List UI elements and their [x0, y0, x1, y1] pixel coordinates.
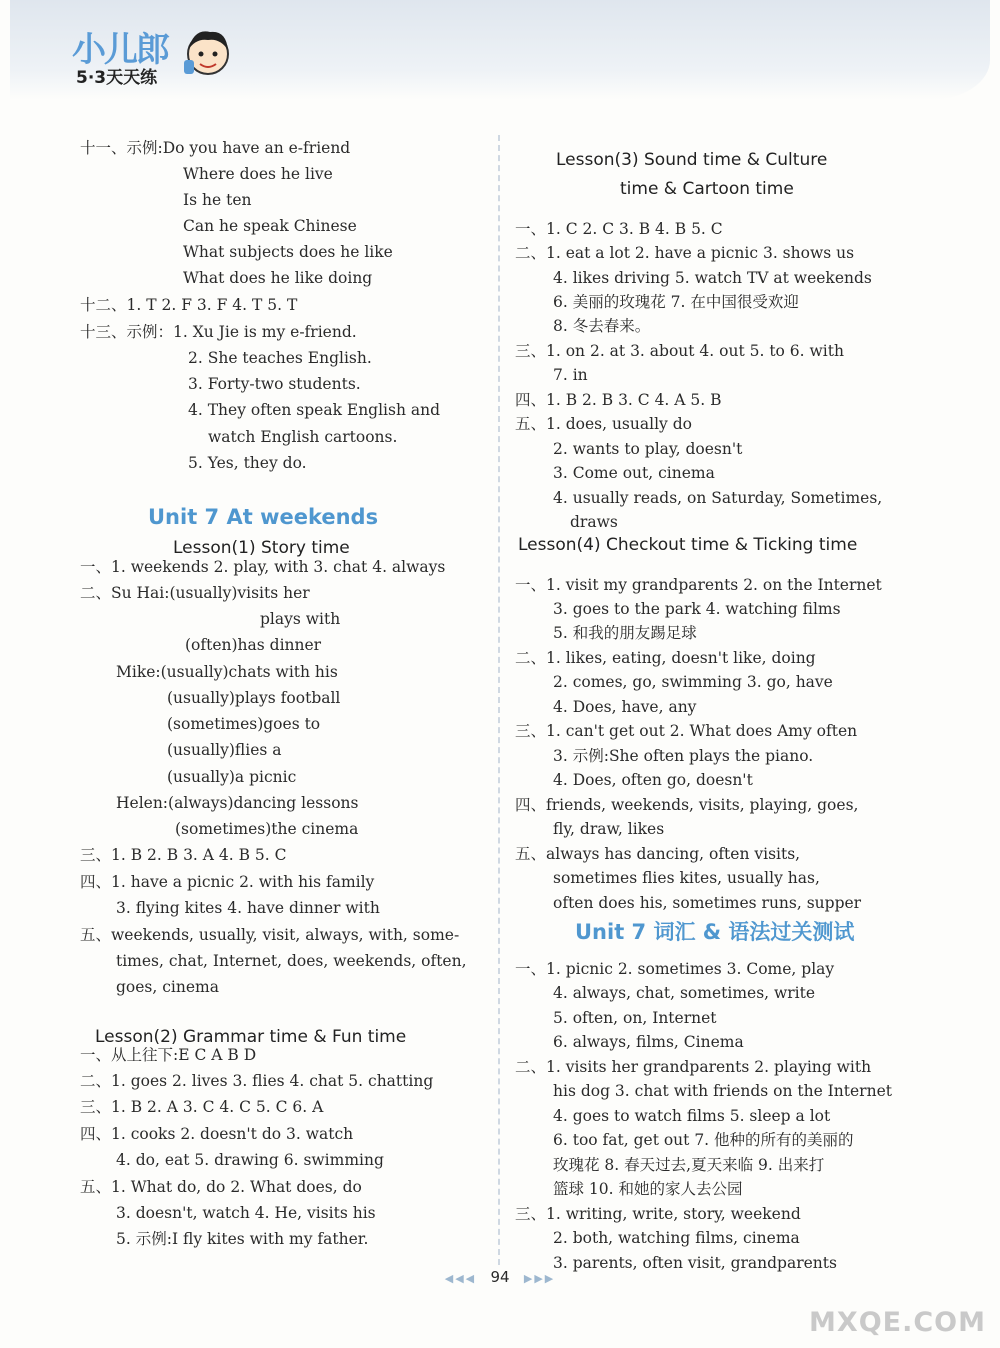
brand-subtitle: 5·3天天练 — [76, 68, 158, 88]
answer-line: (sometimes)the cinema — [175, 820, 359, 838]
answer-line: What subjects does he like — [183, 243, 393, 261]
answer-line: 4. likes driving 5. watch TV at weekends — [553, 269, 872, 287]
answer-line: (usually)plays football — [167, 689, 341, 707]
answer-line: 玫瑰花 8. 春天过去,夏天来临 9. 出来打 — [553, 1156, 825, 1174]
answer-line: 十一、示例:Do you have an e-friend — [80, 139, 351, 157]
lesson-heading: Lesson(4) Checkout time & Ticking time — [518, 535, 858, 555]
answer-line: 二、1. eat a lot 2. have a picnic 3. shows us — [515, 244, 855, 262]
answer-line: 一、1. weekends 2. play, with 3. chat 4. always — [80, 558, 446, 576]
page-footer — [0, 1268, 1000, 1286]
answer-line: 一、1. C 2. C 3. B 4. B 5. C — [515, 220, 723, 238]
answer-line: 3. flying kites 4. have dinner with — [116, 899, 380, 917]
answer-line: 5. 示例:I fly kites with my father. — [116, 1230, 369, 1248]
answer-line: 五、weekends, usually, visit, always, with, some- — [80, 926, 460, 944]
answer-line: 4. goes to watch films 5. sleep a lot — [553, 1107, 831, 1125]
lesson-heading: Lesson(1) Story time — [173, 538, 350, 558]
answer-line: Can he speak Chinese — [183, 217, 357, 235]
answer-line: 二、1. likes, eating, doesn't like, doing — [515, 649, 816, 667]
answer-line: Is he ten — [183, 191, 252, 209]
answer-line: (usually)flies a — [167, 741, 282, 759]
answer-line: 五、1. What do, do 2. What does, do — [80, 1178, 362, 1196]
answer-line: Where does he live — [183, 165, 333, 183]
answer-line: 6. always, films, Cinema — [553, 1033, 744, 1051]
answer-line: 6. 美丽的玫瑰花 7. 在中国很受欢迎 — [553, 293, 799, 311]
answer-line: 五、always has dancing, often visits, — [515, 845, 801, 863]
answer-line: 四、1. cooks 2. doesn't do 3. watch — [80, 1125, 354, 1143]
answer-line: 二、1. visits her grandparents 2. playing with — [515, 1058, 872, 1076]
answer-line: 二、Su Hai:(usually)visits her — [80, 584, 310, 602]
next-arrows-icon: ▶▶▶ — [523, 1272, 556, 1285]
answer-line: 四、1. have a picnic 2. with his family — [80, 873, 375, 891]
answer-line: Mike:(usually)chats with his — [116, 663, 338, 681]
answer-line: 一、1. picnic 2. sometimes 3. Come, play — [515, 960, 835, 978]
answer-line: 三、1. B 2. B 3. A 4. B 5. C — [80, 846, 287, 864]
answer-line: fly, draw, likes — [553, 820, 665, 838]
answer-line: Helen:(always)dancing lessons — [116, 794, 359, 812]
answer-line: his dog 3. chat with friends on the Internet — [553, 1082, 892, 1100]
answer-line: goes, cinema — [116, 978, 219, 996]
answer-line: 4. They often speak English and — [188, 401, 441, 419]
answer-line: 5. 和我的朋友踢足球 — [553, 624, 697, 642]
answer-line: What does he like doing — [183, 269, 373, 287]
watermark: MXQE.COM — [809, 1307, 986, 1338]
answer-line: draws — [570, 513, 618, 531]
answer-line: 十三、示例：1. Xu Jie is my e-friend. — [80, 323, 357, 341]
answer-line: 2. comes, go, swimming 3. go, have — [553, 673, 833, 691]
answer-line: 十二、1. T 2. F 3. F 4. T 5. T — [80, 296, 298, 314]
brand-logo: 小儿郎 — [72, 30, 168, 70]
answer-line: 2. wants to play, doesn't — [553, 440, 743, 458]
answer-line: watch English cartoons. — [208, 428, 398, 446]
lesson-heading: Lesson(2) Grammar time & Fun time — [95, 1027, 407, 1047]
answer-line: 7. in — [553, 366, 588, 384]
lesson-heading: time & Cartoon time — [620, 179, 794, 199]
answer-line: (often)has dinner — [185, 636, 322, 654]
answer-line: sometimes flies kites, usually has, — [553, 869, 820, 887]
answer-line: 3. doesn't, watch 4. He, visits his — [116, 1204, 376, 1222]
answer-line: 篮球 10. 和她的家人去公园 — [553, 1180, 743, 1198]
answer-line: 三、1. writing, write, story, weekend — [515, 1205, 801, 1223]
answer-line: 一、1. visit my grandparents 2. on the Internet — [515, 576, 882, 594]
answer-line: 4. Does, have, any — [553, 698, 697, 716]
answer-line: (sometimes)goes to — [167, 715, 321, 733]
answer-line: 三、1. can't get out 2. What does Amy often — [515, 722, 858, 740]
unit-title: Unit 7 At weekends — [148, 505, 379, 529]
page-header — [10, 0, 990, 100]
page-number: 94 — [490, 1268, 510, 1286]
answer-line: 二、1. goes 2. lives 3. flies 4. chat 5. chatting — [80, 1072, 434, 1090]
boy-mascot-icon — [180, 24, 236, 84]
answer-line: often does his, sometimes runs, supper — [553, 894, 862, 912]
answer-line: 三、1. on 2. at 3. about 4. out 5. to 6. with — [515, 342, 844, 360]
answer-line: 3. Forty-two students. — [188, 375, 361, 393]
answer-line: 5. Yes, they do. — [188, 454, 307, 472]
answer-line: 3. parents, often visit, grandparents — [553, 1254, 837, 1272]
unit-title: Unit 7 词汇 & 语法过关测试 — [575, 920, 855, 944]
answer-line: 4. usually reads, on Saturday, Sometimes, — [553, 489, 883, 507]
answer-line: 8. 冬去春来。 — [553, 317, 651, 335]
answer-line: 四、friends, weekends, visits, playing, goes, — [515, 796, 859, 814]
answer-line: 四、1. B 2. B 3. C 4. A 5. B — [515, 391, 722, 409]
answer-line: 五、1. does, usually do — [515, 415, 692, 433]
answer-line: plays with — [260, 610, 341, 628]
answer-line: 6. too fat, get out 7. 他种的所有的美丽的 — [553, 1131, 854, 1149]
answer-line: 5. often, on, Internet — [553, 1009, 717, 1027]
answer-line: 2. both, watching films, cinema — [553, 1229, 800, 1247]
answer-line: (usually)a picnic — [167, 768, 297, 786]
lesson-heading: Lesson(3) Sound time & Culture — [556, 150, 828, 170]
column-divider — [498, 135, 500, 1265]
answer-line: 3. 示例:She often plays the piano. — [553, 747, 814, 765]
answer-line: 4. Does, often go, doesn't — [553, 771, 753, 789]
answer-line: 3. goes to the park 4. watching films — [553, 600, 841, 618]
answer-line: 3. Come out, cinema — [553, 464, 715, 482]
answer-line: times, chat, Internet, does, weekends, often, — [116, 952, 467, 970]
answer-line: 4. do, eat 5. drawing 6. swimming — [116, 1151, 384, 1169]
answer-line: 一、从上往下:E C A B D — [80, 1046, 257, 1064]
answer-line: 三、1. B 2. A 3. C 4. C 5. C 6. A — [80, 1098, 324, 1116]
prev-arrows-icon: ◀◀◀ — [444, 1272, 477, 1285]
answer-line: 2. She teaches English. — [188, 349, 372, 367]
answer-line: 4. always, chat, sometimes, write — [553, 984, 816, 1002]
